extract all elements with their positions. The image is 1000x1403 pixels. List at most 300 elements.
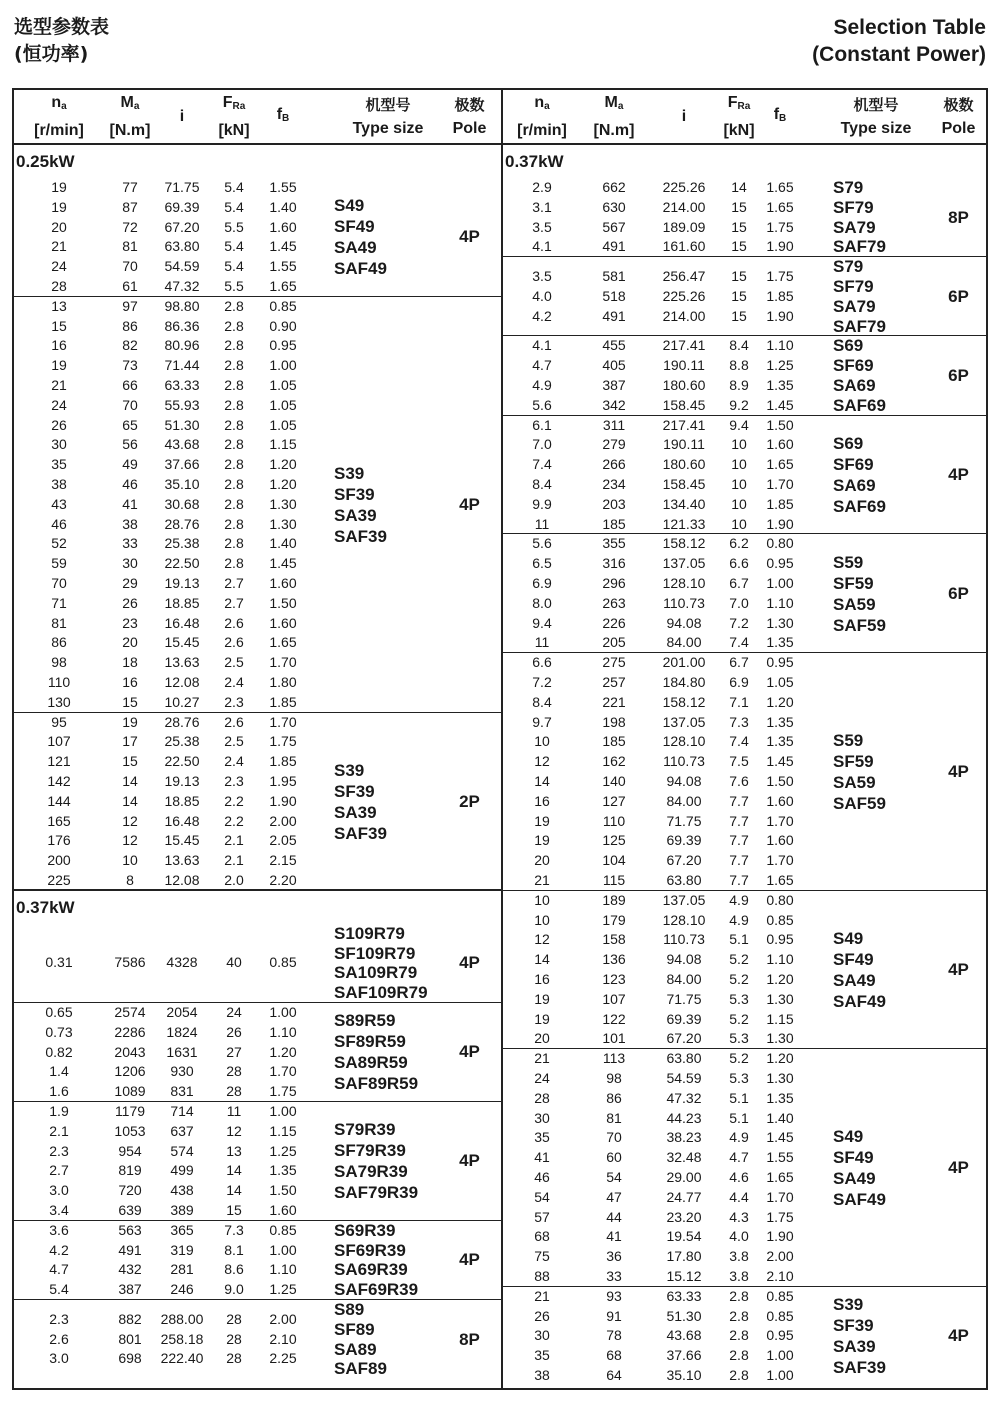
cell-ma: 581: [602, 268, 626, 285]
cell-fra: 2.8: [224, 475, 244, 492]
cell-fra: 2.4: [224, 673, 244, 690]
type-size: SF39: [334, 484, 375, 504]
cell-fra: 15: [226, 1201, 242, 1218]
cell-fb: 0.95: [766, 931, 794, 948]
cell-i: 134.40: [662, 495, 706, 512]
cell-i: 214.00: [662, 198, 706, 215]
cell-fra: 5.3: [729, 1069, 749, 1086]
table-row: [503, 693, 986, 713]
cell-na: 3.4: [49, 1201, 69, 1218]
type-size-list: [334, 713, 387, 891]
cell-na: 225: [47, 871, 71, 888]
cell-i: 63.80: [666, 871, 702, 888]
table-row: [503, 891, 986, 911]
cell-ma: 47: [606, 1188, 622, 1205]
col-header-fra: $F_{Ra}$ [kN]: [723, 93, 755, 139]
cell-na: 8.0: [532, 594, 552, 611]
cell-fb: 1.90: [766, 1228, 794, 1245]
cell-fra: 9.4: [729, 416, 749, 433]
cell-fra: 2.8: [224, 337, 244, 354]
cell-fra: 2.6: [224, 634, 244, 651]
type-size: SA89: [334, 1339, 377, 1359]
cell-fra: 10: [731, 456, 747, 473]
table-row: [14, 1310, 501, 1330]
cell-i: 16.48: [164, 812, 200, 829]
cell-fra: 5.4: [224, 198, 244, 215]
spec-group: [14, 924, 501, 1003]
cell-na: 11: [534, 515, 550, 532]
type-size: S69R39: [334, 1220, 396, 1240]
table-row: [14, 356, 501, 376]
cell-ma: 882: [118, 1310, 142, 1327]
cell-fra: 4.6: [729, 1168, 749, 1185]
table-row: [14, 732, 501, 752]
cell-fb: 1.15: [766, 1010, 794, 1027]
cell-fb: 1.55: [766, 1149, 794, 1166]
table-row: [503, 1049, 986, 1069]
table-row: [503, 198, 986, 218]
cell-ma: 2043: [114, 1043, 146, 1060]
cell-i: 67.20: [164, 218, 200, 235]
type-size-list: [833, 891, 886, 1049]
cell-i: 67.20: [666, 1030, 702, 1047]
table-row: [503, 851, 986, 871]
cell-ma: 65: [122, 416, 138, 433]
cell-fb: 1.75: [766, 268, 794, 285]
cell-na: 19: [534, 990, 550, 1007]
cell-fb: 1.60: [269, 218, 297, 235]
cell-i: 86.36: [164, 317, 200, 334]
cell-na: 2.1: [49, 1122, 69, 1139]
cell-ma: 12: [122, 832, 138, 849]
cell-fra: 40: [226, 954, 242, 971]
cell-fra: 2.8: [224, 515, 244, 532]
type-size: S79R39: [334, 1120, 396, 1140]
cell-i: 180.60: [662, 456, 706, 473]
cell-i: 246: [170, 1281, 194, 1298]
cell-ma: 38: [122, 515, 138, 532]
cell-i: 190.11: [663, 357, 705, 374]
pole-value: 4P: [459, 227, 480, 247]
table-row: [503, 1128, 986, 1148]
cell-na: 81: [51, 614, 67, 631]
cell-fb: 1.40: [269, 535, 297, 552]
cell-ma: 49: [122, 456, 138, 473]
column-header: [14, 90, 501, 145]
spec-group: [14, 1003, 501, 1102]
table-row: [14, 554, 501, 574]
cell-fra: 12: [226, 1122, 242, 1139]
subtitle-en: (Constant Power): [812, 43, 986, 66]
cell-na: 5.4: [49, 1281, 69, 1298]
cell-fb: 1.70: [269, 1063, 297, 1080]
table-row: [503, 1307, 986, 1327]
pole-value: 6P: [948, 583, 969, 603]
cell-fra: 14: [226, 1162, 242, 1179]
cell-fra: 5.3: [729, 1030, 749, 1047]
table-row: [14, 1082, 501, 1102]
cell-i: 51.30: [164, 416, 200, 433]
cell-ma: 432: [118, 1261, 142, 1278]
col-header-pole: 极数 Pole: [452, 95, 487, 137]
table-row: [14, 614, 501, 634]
table-row: [503, 287, 986, 307]
cell-fb: 1.65: [766, 198, 794, 215]
table-row: [503, 396, 986, 416]
cell-i: 25.38: [164, 733, 200, 750]
table-row: [14, 1003, 501, 1023]
cell-ma: 60: [606, 1149, 622, 1166]
cell-na: 16: [51, 337, 67, 354]
spec-group: [503, 534, 986, 653]
type-size-list: [334, 297, 387, 713]
cell-ma: 81: [606, 1109, 622, 1126]
cell-fb: 1.40: [766, 1109, 794, 1126]
cell-na: 21: [534, 1287, 550, 1304]
cell-i: 35.10: [164, 475, 200, 492]
cell-fb: 1.85: [766, 495, 794, 512]
cell-i: 831: [170, 1083, 194, 1100]
table-row: [14, 594, 501, 614]
cell-i: 13.63: [164, 852, 200, 869]
col-header-type: 机型号 Type size: [352, 95, 424, 137]
cell-fra: 15: [731, 287, 747, 304]
type-size-list: [833, 416, 886, 535]
cell-na: 1.4: [49, 1063, 69, 1080]
cell-fra: 2.1: [224, 832, 244, 849]
cell-i: 158.45: [662, 475, 706, 492]
cell-fb: 1.60: [766, 436, 794, 453]
spec-group: [503, 336, 986, 415]
cell-na: 4.7: [49, 1261, 69, 1278]
cell-fra: 7.1: [729, 693, 749, 710]
type-size: SAF39: [833, 1358, 886, 1378]
cell-fb: 1.45: [766, 396, 794, 413]
cell-ma: 18: [122, 654, 138, 671]
cell-ma: 136: [602, 951, 626, 968]
cell-fb: 1.00: [269, 1003, 297, 1020]
cell-fb: 2.10: [766, 1267, 794, 1284]
cell-i: 574: [170, 1142, 194, 1159]
cell-fra: 2.8: [224, 495, 244, 512]
table-row: [14, 1142, 501, 1162]
cell-fra: 2.8: [224, 396, 244, 413]
type-size-list: [833, 336, 886, 415]
table-row: [14, 277, 501, 297]
cell-fb: 1.60: [766, 832, 794, 849]
cell-i: 84.00: [666, 970, 702, 987]
cell-fb: 1.60: [269, 1201, 297, 1218]
cell-i: 47.32: [164, 277, 200, 294]
table-row: [14, 633, 501, 653]
cell-na: 3.5: [532, 218, 552, 235]
pole-value: 8P: [948, 207, 969, 227]
table-row: [503, 752, 986, 772]
cell-fb: 0.85: [269, 297, 297, 314]
cell-i: 222.40: [160, 1350, 204, 1367]
cell-na: 1.6: [49, 1083, 69, 1100]
cell-ma: 234: [602, 475, 626, 492]
cell-fra: 2.8: [224, 436, 244, 453]
cell-fra: 2.8: [224, 376, 244, 393]
type-size: S79: [833, 257, 864, 277]
table-row: [503, 1208, 986, 1228]
table-row: [503, 1109, 986, 1129]
cell-na: 28: [534, 1089, 550, 1106]
type-size: SF59: [833, 573, 874, 593]
table-row: [503, 930, 986, 950]
cell-na: 7.4: [532, 456, 552, 473]
cell-fra: 8.1: [224, 1241, 244, 1258]
cell-fb: 1.45: [269, 238, 297, 255]
cell-na: 6.6: [532, 654, 552, 671]
cell-fb: 1.20: [766, 693, 794, 710]
col-header-ma: $M_a$ [N.m]: [109, 93, 151, 139]
cell-fra: 7.4: [729, 733, 749, 750]
cell-i: 225.26: [662, 179, 706, 195]
cell-na: 19: [534, 812, 550, 829]
cell-ma: 387: [118, 1281, 142, 1298]
type-size: SA59: [833, 772, 876, 792]
spec-group: [503, 416, 986, 535]
cell-na: 2.6: [49, 1330, 69, 1347]
cell-na: 75: [534, 1248, 550, 1265]
cell-ma: 33: [606, 1267, 622, 1284]
cell-ma: 122: [602, 1010, 626, 1027]
cell-na: 5.6: [532, 396, 552, 413]
cell-na: 70: [51, 574, 67, 591]
cell-fb: 1.00: [766, 1347, 794, 1364]
cell-i: 15.45: [164, 634, 200, 651]
col-header-na: $n_a$ [r/min]: [517, 93, 567, 139]
table-row: [14, 831, 501, 851]
cell-i: 55.93: [164, 396, 200, 413]
table-row: [14, 435, 501, 455]
table-row: [14, 653, 501, 673]
cell-i: 158.12: [662, 693, 706, 710]
cell-fb: 0.85: [766, 1307, 794, 1324]
cell-i: 29.00: [666, 1168, 702, 1185]
cell-i: 80.96: [164, 337, 200, 354]
cell-na: 10: [534, 891, 550, 908]
cell-fra: 8.6: [224, 1261, 244, 1278]
column-header: [503, 90, 986, 145]
cell-i: 71.75: [666, 812, 702, 829]
table-row: [503, 792, 986, 812]
type-size: SF69: [833, 356, 874, 376]
spec-group: [503, 257, 986, 336]
table-row: [14, 1260, 501, 1280]
type-size: SF69R39: [334, 1240, 406, 1260]
cell-ma: 107: [602, 990, 626, 1007]
cell-i: 217.41: [662, 416, 706, 433]
table-row: [503, 515, 986, 535]
cell-fb: 1.65: [766, 871, 794, 888]
type-size: SA109R79: [334, 963, 418, 983]
cell-na: 2.3: [49, 1310, 69, 1327]
cell-ma: 87: [122, 198, 138, 215]
header-right: [812, 14, 986, 68]
cell-fb: 1.00: [269, 357, 297, 374]
cell-fra: 2.2: [224, 792, 244, 809]
cell-fra: 4.7: [729, 1149, 749, 1166]
cell-fra: 7.5: [729, 753, 749, 770]
table-row: [503, 307, 986, 327]
cell-fra: 24: [226, 1003, 242, 1020]
cell-na: 71: [51, 594, 67, 611]
cell-na: 20: [534, 852, 550, 869]
cell-fb: 1.25: [269, 1142, 297, 1159]
cell-ma: 66: [122, 376, 138, 393]
cell-na: 4.2: [49, 1241, 69, 1258]
cell-na: 24: [534, 1069, 550, 1086]
cell-fra: 5.5: [224, 218, 244, 235]
cell-i: 217.41: [662, 337, 706, 354]
table-row: [503, 495, 986, 515]
cell-fra: 7.7: [729, 832, 749, 849]
cell-i: 63.80: [164, 238, 200, 255]
type-size: SA49: [833, 970, 876, 990]
cell-fra: 2.8: [729, 1366, 749, 1383]
cell-na: 35: [534, 1347, 550, 1364]
cell-i: 4328: [166, 954, 198, 971]
cell-ma: 93: [606, 1287, 622, 1304]
cell-na: 21: [534, 871, 550, 888]
table-row: [14, 495, 501, 515]
cell-i: 69.39: [666, 1010, 702, 1027]
cell-i: 180.60: [662, 376, 706, 393]
type-size: SA69: [833, 375, 876, 395]
cell-na: 21: [534, 1050, 550, 1067]
cell-na: 28: [51, 277, 67, 294]
cell-i: 256.47: [662, 268, 706, 285]
cell-ma: 954: [118, 1142, 142, 1159]
cell-fb: 1.90: [766, 307, 794, 324]
cell-i: 184.80: [662, 673, 706, 690]
cell-fb: 1.25: [766, 357, 794, 374]
cell-i: 69.39: [164, 198, 200, 215]
table-row: [503, 237, 986, 257]
table-row: [14, 812, 501, 832]
cell-ma: 113: [602, 1050, 626, 1067]
type-size-list: [334, 1003, 418, 1102]
cell-fb: 1.35: [766, 634, 794, 651]
table-row: [503, 1287, 986, 1307]
cell-fra: 7.2: [729, 614, 749, 631]
cell-i: 37.66: [164, 456, 200, 473]
table-row: [14, 1349, 501, 1369]
pole-value: 4P: [948, 761, 969, 781]
table-row: [503, 574, 986, 594]
cell-fra: 2.8: [729, 1347, 749, 1364]
cell-fra: 4.4: [729, 1188, 749, 1205]
pole-value: 6P: [948, 286, 969, 306]
cell-i: 67.20: [666, 852, 702, 869]
cell-ma: 20: [122, 634, 138, 651]
table-row: [503, 1069, 986, 1089]
type-size-list: [833, 1049, 886, 1287]
cell-ma: 125: [602, 832, 626, 849]
cell-i: 438: [170, 1182, 194, 1199]
cell-na: 10: [534, 733, 550, 750]
cell-fb: 1.05: [766, 673, 794, 690]
table-row: [14, 475, 501, 495]
cell-na: 0.73: [45, 1023, 73, 1040]
cell-fra: 26: [226, 1023, 242, 1040]
cell-fb: 1.35: [766, 733, 794, 750]
type-size-list: [334, 178, 387, 297]
cell-na: 9.9: [532, 495, 552, 512]
cell-fb: 0.85: [269, 954, 297, 971]
cell-na: 11: [534, 634, 550, 651]
cell-fb: 1.65: [269, 634, 297, 651]
cell-fb: 0.85: [269, 1221, 297, 1238]
cell-i: 28.76: [164, 713, 200, 730]
table-row: [503, 1346, 986, 1366]
cell-fra: 27: [226, 1043, 242, 1060]
cell-fb: 1.00: [766, 1366, 794, 1383]
cell-i: 63.80: [666, 1050, 702, 1067]
cell-ma: 275: [602, 654, 626, 671]
col-header-ma: $M_a$ [N.m]: [593, 93, 635, 139]
table-row: [14, 1161, 501, 1181]
cell-fra: 6.9: [729, 673, 749, 690]
cell-fra: 15: [731, 307, 747, 324]
cell-i: 43.68: [164, 436, 200, 453]
cell-ma: 316: [602, 555, 626, 572]
table-row: [503, 911, 986, 931]
cell-fb: 0.95: [766, 555, 794, 572]
cell-fb: 1.35: [766, 1089, 794, 1106]
cell-fra: 5.2: [729, 1050, 749, 1067]
cell-i: 714: [170, 1102, 194, 1119]
cell-fb: 1.10: [269, 1023, 297, 1040]
cell-i: 94.08: [666, 951, 702, 968]
cell-na: 57: [534, 1208, 550, 1225]
cell-fb: 0.90: [269, 317, 297, 334]
cell-ma: 185: [602, 733, 626, 750]
table-row: [503, 950, 986, 970]
cell-ma: 630: [602, 198, 626, 215]
cell-ma: 64: [606, 1366, 622, 1383]
cell-fb: 1.10: [269, 1261, 297, 1278]
type-size: SAF109R79: [334, 983, 428, 1003]
table-row: [503, 1326, 986, 1346]
cell-i: 94.08: [666, 614, 702, 631]
cell-i: 69.39: [666, 832, 702, 849]
cell-fra: 2.8: [224, 317, 244, 334]
cell-fb: 1.05: [269, 376, 297, 393]
table-row: [503, 475, 986, 495]
pole-value: 4P: [948, 959, 969, 979]
type-size: SAF39: [334, 526, 387, 546]
pole-value: 4P: [459, 1250, 480, 1270]
cell-fb: 1.20: [269, 456, 297, 473]
cell-ma: 82: [122, 337, 138, 354]
cell-ma: 15: [122, 753, 138, 770]
cell-na: 43: [51, 495, 67, 512]
table-row: [14, 792, 501, 812]
type-size-list: [833, 653, 886, 891]
pole-value: 4P: [459, 1151, 480, 1171]
cell-i: 128.10: [662, 574, 706, 591]
cell-fb: 2.15: [269, 852, 297, 869]
cell-na: 1.9: [49, 1102, 69, 1119]
cell-ma: 342: [602, 396, 626, 413]
cell-na: 144: [47, 792, 71, 809]
cell-na: 7.0: [532, 436, 552, 453]
cell-fra: 5.4: [224, 258, 244, 275]
